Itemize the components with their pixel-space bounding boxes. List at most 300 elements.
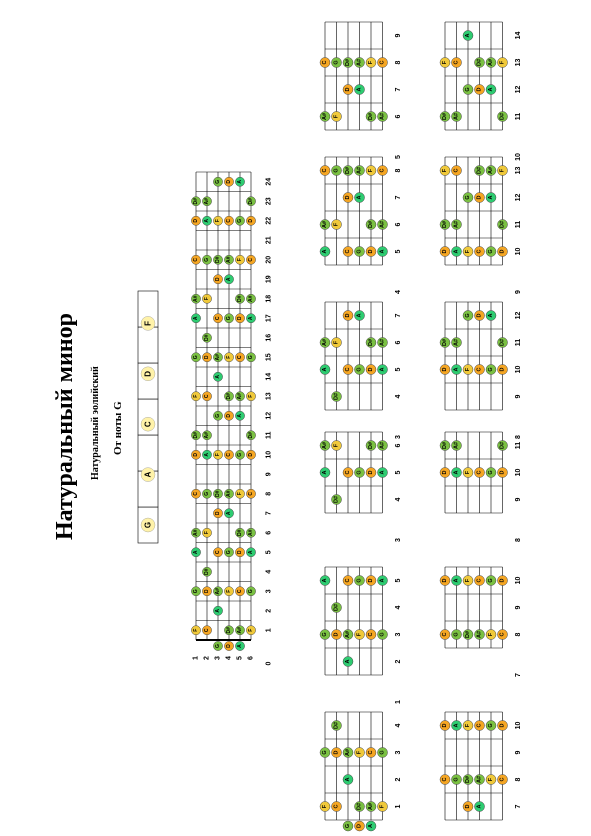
scale-note-D bbox=[141, 367, 155, 381]
svg-text:A: A bbox=[226, 277, 232, 282]
note-dot bbox=[498, 468, 508, 478]
svg-text:F: F bbox=[465, 249, 471, 254]
fret-number: 5 bbox=[395, 155, 402, 159]
svg-text:C: C bbox=[442, 777, 448, 782]
svg-text:D#: D# bbox=[442, 112, 448, 121]
note-dot bbox=[191, 528, 200, 537]
svg-text:D#: D# bbox=[248, 198, 254, 205]
note-dot bbox=[343, 657, 353, 667]
fret-number: 10 bbox=[265, 450, 273, 459]
note-dot bbox=[213, 216, 222, 225]
note-dot bbox=[235, 548, 244, 557]
note-dot bbox=[463, 630, 473, 640]
note-dot bbox=[463, 85, 473, 95]
svg-text:F: F bbox=[248, 628, 254, 632]
fret-number: 11 bbox=[265, 431, 273, 439]
note-dot bbox=[213, 489, 222, 498]
svg-text:D#: D# bbox=[204, 334, 210, 341]
svg-text:D: D bbox=[345, 87, 351, 92]
note-dot bbox=[246, 294, 255, 303]
position-box bbox=[320, 712, 402, 836]
note-dot bbox=[486, 365, 496, 375]
fret-number: 21 bbox=[265, 236, 273, 245]
svg-text:A: A bbox=[215, 374, 221, 379]
note-dot bbox=[440, 365, 450, 375]
note-dot bbox=[320, 441, 330, 451]
note-dot bbox=[452, 247, 462, 257]
note-dot bbox=[440, 112, 450, 122]
note-dot bbox=[235, 489, 244, 498]
fret-number: 9 bbox=[515, 394, 522, 399]
fret-number: 8 bbox=[515, 538, 522, 542]
svg-text:C: C bbox=[322, 168, 328, 173]
fret-number: 7 bbox=[515, 673, 522, 677]
svg-text:G: G bbox=[333, 60, 340, 65]
svg-text:F: F bbox=[356, 750, 363, 755]
note-dot bbox=[475, 576, 485, 586]
note-dot bbox=[320, 220, 330, 230]
svg-text:A#: A# bbox=[322, 441, 328, 450]
svg-text:C: C bbox=[248, 257, 254, 262]
note-dot bbox=[378, 166, 388, 176]
note-dot bbox=[235, 450, 244, 459]
note-dot bbox=[202, 626, 211, 635]
note-dot bbox=[191, 294, 200, 303]
svg-text:D#: D# bbox=[499, 441, 506, 450]
note-dot bbox=[440, 166, 450, 176]
svg-text:D#: D# bbox=[333, 392, 340, 401]
svg-text:C: C bbox=[476, 249, 483, 254]
note-dot bbox=[213, 275, 222, 284]
fret-number: 4 bbox=[265, 569, 273, 574]
svg-text:C: C bbox=[345, 470, 351, 475]
note-dot bbox=[224, 353, 233, 362]
note-dot bbox=[343, 365, 353, 375]
svg-text:D: D bbox=[368, 249, 374, 254]
note-dot bbox=[366, 166, 376, 176]
note-dot bbox=[366, 112, 376, 122]
svg-text:C: C bbox=[368, 750, 374, 755]
note-dot bbox=[452, 112, 462, 122]
note-dot bbox=[320, 58, 330, 68]
position-box bbox=[320, 157, 402, 294]
svg-text:D: D bbox=[476, 195, 483, 200]
note-dot bbox=[498, 365, 508, 375]
svg-text:A: A bbox=[488, 313, 494, 318]
note-dot bbox=[213, 177, 222, 186]
fret-number: 3 bbox=[395, 632, 402, 637]
fret-number: 7 bbox=[395, 195, 402, 200]
fret-number: 1 bbox=[395, 804, 402, 809]
svg-text:D: D bbox=[345, 313, 351, 318]
svg-text:A#: A# bbox=[356, 166, 363, 175]
svg-text:C: C bbox=[215, 316, 221, 321]
position-box bbox=[440, 302, 522, 439]
svg-text:A: A bbox=[488, 87, 494, 92]
svg-text:D#: D# bbox=[356, 802, 363, 811]
note-dot bbox=[224, 255, 233, 264]
note-dot bbox=[452, 365, 462, 375]
svg-text:G: G bbox=[345, 823, 351, 829]
svg-text:A: A bbox=[193, 550, 199, 555]
svg-text:D#: D# bbox=[499, 112, 506, 121]
svg-text:A: A bbox=[237, 644, 243, 648]
svg-text:A#: A# bbox=[345, 748, 351, 757]
fret-number: 19 bbox=[265, 275, 273, 284]
note-dot bbox=[320, 365, 330, 375]
note-dot bbox=[191, 392, 200, 401]
scale-notes-box bbox=[138, 293, 178, 543]
svg-text:F: F bbox=[248, 394, 254, 398]
svg-text:D#: D# bbox=[368, 338, 374, 347]
svg-text:G: G bbox=[465, 87, 471, 92]
note-dot bbox=[191, 197, 200, 206]
svg-text:D#: D# bbox=[193, 198, 199, 205]
svg-text:F: F bbox=[193, 394, 199, 398]
svg-text:A#: A# bbox=[476, 630, 483, 639]
note-dot bbox=[475, 802, 485, 812]
fret-number: 5 bbox=[395, 578, 402, 583]
svg-text:F: F bbox=[368, 60, 374, 65]
svg-text:A: A bbox=[379, 367, 386, 372]
position-box bbox=[320, 22, 402, 159]
note-dot bbox=[378, 468, 388, 478]
note-dot bbox=[246, 489, 255, 498]
svg-text:A#: A# bbox=[379, 112, 386, 121]
scale-note-F bbox=[141, 316, 155, 330]
svg-text:A: A bbox=[453, 367, 460, 372]
fret-number: 10 bbox=[515, 576, 522, 585]
string-number: 2 bbox=[203, 656, 211, 660]
svg-text:C: C bbox=[368, 632, 374, 637]
svg-text:A#: A# bbox=[226, 256, 232, 263]
svg-text:C: C bbox=[476, 470, 483, 475]
svg-text:G: G bbox=[215, 413, 221, 418]
svg-text:A#: A# bbox=[193, 295, 199, 302]
note-dot bbox=[191, 431, 200, 440]
fret-number: 6 bbox=[395, 443, 402, 448]
svg-text:G: G bbox=[204, 257, 210, 262]
fret-number: 10 bbox=[515, 365, 522, 374]
svg-text:A#: A# bbox=[345, 630, 351, 639]
note-dot bbox=[366, 468, 376, 478]
svg-text:D: D bbox=[204, 589, 210, 594]
note-dot bbox=[320, 247, 330, 257]
fret-number: 10 bbox=[515, 153, 522, 161]
note-dot bbox=[332, 58, 342, 68]
note-dot bbox=[332, 802, 342, 812]
svg-text:D: D bbox=[226, 413, 232, 418]
note-dot bbox=[343, 468, 353, 478]
svg-text:F: F bbox=[226, 589, 232, 593]
svg-text:A#: A# bbox=[453, 338, 460, 347]
svg-text:G: G bbox=[193, 355, 199, 360]
note-dot bbox=[498, 721, 508, 731]
svg-text:A: A bbox=[322, 578, 328, 583]
svg-text:D#: D# bbox=[368, 220, 374, 229]
svg-text:C: C bbox=[333, 804, 340, 809]
note-dot bbox=[343, 748, 353, 758]
svg-text:G: G bbox=[237, 452, 243, 457]
svg-text:F: F bbox=[237, 492, 243, 496]
note-dot bbox=[498, 630, 508, 640]
note-dot bbox=[235, 392, 244, 401]
note-dot bbox=[202, 353, 211, 362]
svg-text:D: D bbox=[356, 824, 363, 828]
fret-number: 3 bbox=[395, 750, 402, 755]
note-dot bbox=[355, 365, 365, 375]
svg-text:A: A bbox=[322, 470, 328, 475]
svg-text:D#: D# bbox=[368, 441, 374, 450]
fret-number: 11 bbox=[515, 338, 522, 347]
fret-number: 8 bbox=[265, 491, 273, 496]
note-dot bbox=[235, 294, 244, 303]
note-dot bbox=[320, 802, 330, 812]
svg-text:F: F bbox=[465, 367, 471, 372]
svg-text:A: A bbox=[356, 195, 363, 200]
note-dot bbox=[246, 431, 255, 440]
svg-text:G: G bbox=[453, 777, 460, 782]
note-dot bbox=[224, 216, 233, 225]
svg-text:D: D bbox=[499, 367, 506, 372]
svg-text:D: D bbox=[226, 179, 232, 184]
svg-text:F: F bbox=[379, 804, 386, 809]
note-dot bbox=[366, 576, 376, 586]
note-dot bbox=[343, 821, 353, 831]
svg-text:D: D bbox=[143, 370, 153, 377]
svg-text:A#: A# bbox=[248, 295, 254, 302]
svg-text:G: G bbox=[488, 470, 494, 475]
svg-text:C: C bbox=[379, 168, 386, 173]
note-dot bbox=[475, 775, 485, 785]
svg-text:A: A bbox=[322, 367, 328, 372]
svg-text:D#: D# bbox=[226, 627, 232, 634]
note-dot bbox=[378, 58, 388, 68]
svg-text:A: A bbox=[453, 470, 460, 475]
svg-text:G: G bbox=[488, 723, 494, 728]
fret-number: 8 bbox=[515, 632, 522, 637]
svg-text:D: D bbox=[442, 578, 448, 583]
position-box bbox=[440, 712, 522, 836]
note-dot bbox=[486, 311, 496, 321]
note-dot bbox=[224, 392, 233, 401]
note-dot bbox=[343, 247, 353, 257]
svg-text:D: D bbox=[368, 578, 374, 583]
note-dot bbox=[355, 630, 365, 640]
note-dot bbox=[246, 314, 255, 323]
svg-text:C: C bbox=[453, 168, 460, 173]
note-dot bbox=[463, 775, 473, 785]
svg-text:D#: D# bbox=[248, 432, 254, 439]
note-dot bbox=[235, 411, 244, 420]
svg-text:A#: A# bbox=[379, 441, 386, 450]
svg-text:A: A bbox=[322, 249, 328, 254]
svg-text:C: C bbox=[226, 218, 232, 223]
svg-text:D#: D# bbox=[368, 112, 374, 121]
note-dot bbox=[355, 166, 365, 176]
note-dot bbox=[235, 626, 244, 635]
svg-text:A#: A# bbox=[204, 432, 210, 439]
svg-text:F: F bbox=[488, 777, 494, 782]
svg-text:D#: D# bbox=[499, 338, 506, 347]
svg-text:D: D bbox=[499, 470, 506, 475]
note-dot bbox=[332, 338, 342, 348]
svg-text:A#: A# bbox=[215, 588, 221, 595]
svg-text:D#: D# bbox=[499, 220, 506, 229]
svg-text:C: C bbox=[499, 632, 506, 637]
note-dot bbox=[246, 197, 255, 206]
note-dot bbox=[463, 31, 473, 41]
note-dot bbox=[355, 802, 365, 812]
note-dot bbox=[343, 576, 353, 586]
note-dot bbox=[191, 626, 200, 635]
page-title: Натуральный минор bbox=[52, 313, 78, 540]
svg-text:F: F bbox=[499, 60, 506, 65]
svg-text:F: F bbox=[465, 470, 471, 475]
note-dot bbox=[378, 441, 388, 451]
note-dot bbox=[191, 216, 200, 225]
note-dot bbox=[224, 641, 233, 650]
svg-text:C: C bbox=[345, 249, 351, 254]
svg-text:A: A bbox=[193, 316, 199, 321]
note-dot bbox=[355, 85, 365, 95]
svg-text:G: G bbox=[356, 578, 363, 583]
svg-text:F: F bbox=[143, 320, 153, 326]
note-dot bbox=[475, 311, 485, 321]
svg-text:F: F bbox=[442, 60, 448, 65]
svg-text:C: C bbox=[476, 723, 483, 728]
note-dot bbox=[355, 821, 365, 831]
note-dot bbox=[486, 775, 496, 785]
note-dot bbox=[452, 338, 462, 348]
fret-number: 4 bbox=[395, 394, 402, 399]
note-dot bbox=[475, 468, 485, 478]
note-dot bbox=[246, 353, 255, 362]
note-dot bbox=[378, 365, 388, 375]
note-dot bbox=[202, 450, 211, 459]
svg-text:D: D bbox=[476, 87, 483, 92]
note-dot bbox=[332, 392, 342, 402]
svg-text:G: G bbox=[465, 195, 471, 200]
svg-text:A: A bbox=[356, 87, 363, 92]
note-dot bbox=[213, 255, 222, 264]
note-dot bbox=[202, 567, 211, 576]
note-dot bbox=[332, 603, 342, 613]
fret-number: 18 bbox=[265, 294, 273, 303]
fret-number: 4 bbox=[395, 290, 402, 294]
svg-text:D: D bbox=[248, 452, 254, 457]
fret-number: 3 bbox=[265, 589, 273, 594]
svg-text:C: C bbox=[322, 60, 328, 65]
svg-text:A#: A# bbox=[379, 338, 386, 347]
note-dot bbox=[224, 489, 233, 498]
note-dot bbox=[332, 748, 342, 758]
svg-text:D#: D# bbox=[345, 58, 351, 67]
note-dot bbox=[235, 216, 244, 225]
note-dot bbox=[191, 450, 200, 459]
position-box bbox=[440, 157, 522, 294]
note-dot bbox=[366, 630, 376, 640]
svg-text:A: A bbox=[204, 452, 210, 457]
note-dot bbox=[320, 338, 330, 348]
position-box bbox=[440, 22, 522, 161]
note-dot bbox=[246, 450, 255, 459]
note-dot bbox=[355, 468, 365, 478]
note-dot bbox=[235, 314, 244, 323]
fret-number: 2 bbox=[395, 659, 402, 664]
svg-text:G: G bbox=[333, 168, 340, 173]
svg-text:A: A bbox=[379, 249, 386, 254]
note-dot bbox=[475, 365, 485, 375]
fret-number: 10 bbox=[515, 247, 522, 256]
note-dot bbox=[498, 112, 508, 122]
svg-text:D: D bbox=[368, 470, 374, 475]
note-dot bbox=[213, 606, 222, 615]
note-dot bbox=[486, 85, 496, 95]
note-dot bbox=[366, 802, 376, 812]
note-dot bbox=[366, 365, 376, 375]
note-dot bbox=[246, 548, 255, 557]
note-dot bbox=[452, 630, 462, 640]
fret-number: 6 bbox=[395, 340, 402, 345]
note-dot bbox=[475, 166, 485, 176]
string-number: 5 bbox=[236, 656, 244, 660]
note-dot bbox=[452, 220, 462, 230]
svg-text:F: F bbox=[368, 168, 374, 173]
fret-number: 11 bbox=[515, 220, 522, 229]
svg-text:A#: A# bbox=[488, 166, 494, 175]
note-dot bbox=[463, 576, 473, 586]
note-dot bbox=[463, 802, 473, 812]
fret-number: 5 bbox=[265, 550, 273, 555]
note-dot bbox=[452, 775, 462, 785]
fret-number: 24 bbox=[265, 177, 273, 186]
svg-text:F: F bbox=[499, 168, 506, 173]
svg-text:F: F bbox=[215, 453, 221, 457]
note-dot bbox=[475, 193, 485, 203]
svg-text:D#: D# bbox=[333, 721, 340, 730]
note-dot bbox=[486, 247, 496, 257]
note-dot bbox=[191, 587, 200, 596]
svg-text:A: A bbox=[453, 249, 460, 254]
svg-text:G: G bbox=[379, 750, 386, 755]
fret-number: 7 bbox=[515, 804, 522, 809]
note-dot bbox=[191, 489, 200, 498]
note-dot bbox=[355, 247, 365, 257]
fret-number: 4 bbox=[395, 723, 402, 728]
svg-text:F: F bbox=[237, 258, 243, 262]
svg-text:A: A bbox=[226, 511, 232, 516]
fret-number: 9 bbox=[265, 472, 273, 477]
fret-number: 5 bbox=[395, 470, 402, 475]
svg-text:A#: A# bbox=[322, 338, 328, 347]
note-dot bbox=[343, 311, 353, 321]
fret-number: 8 bbox=[515, 777, 522, 782]
string-number: 4 bbox=[225, 656, 233, 660]
note-dot bbox=[440, 630, 450, 640]
svg-text:F: F bbox=[193, 628, 199, 632]
fret-number: 2 bbox=[265, 608, 273, 613]
note-dot bbox=[213, 509, 222, 518]
svg-text:D: D bbox=[368, 367, 374, 372]
note-dot bbox=[235, 353, 244, 362]
svg-text:D: D bbox=[345, 195, 351, 200]
note-dot bbox=[475, 630, 485, 640]
note-dot bbox=[452, 468, 462, 478]
fret-number: 11 bbox=[515, 441, 522, 450]
note-dot bbox=[366, 748, 376, 758]
fret-number: 9 bbox=[515, 290, 522, 294]
